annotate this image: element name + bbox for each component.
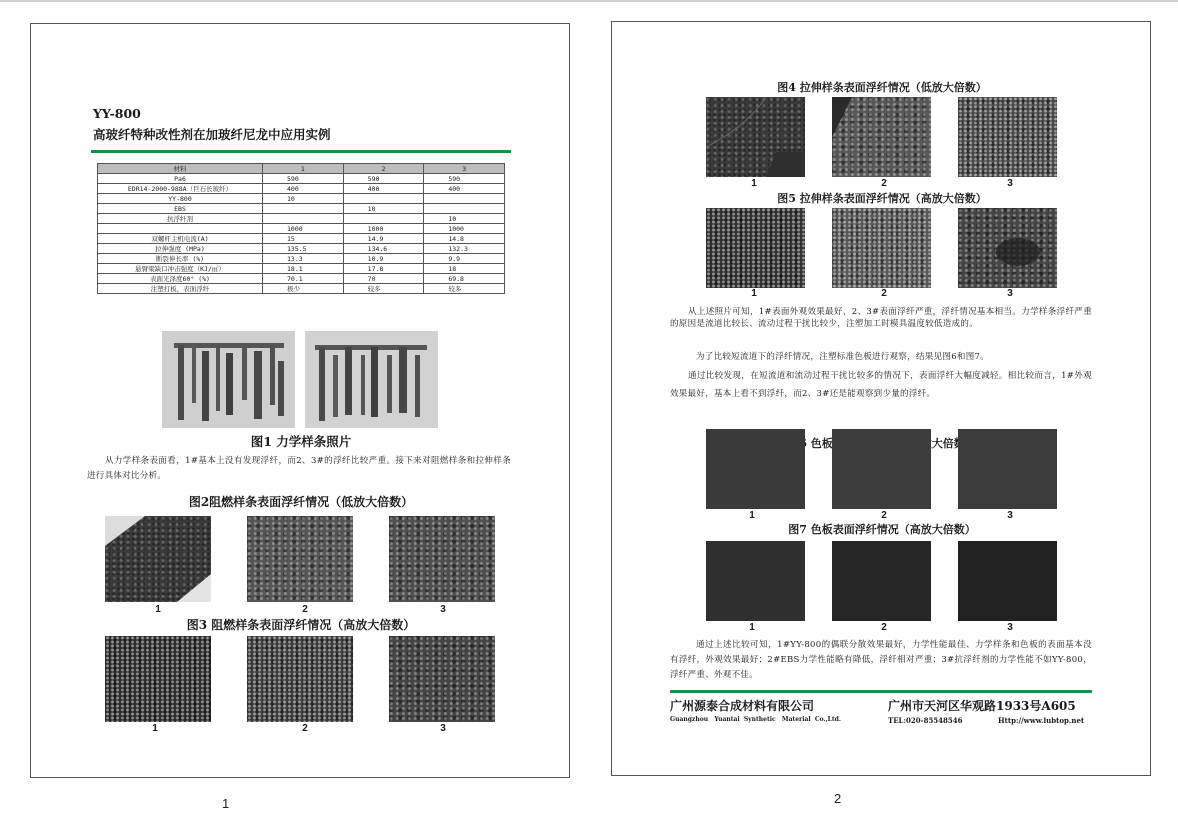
table-cell [343, 194, 424, 204]
fig2-caption: 图2阻燃样条表面浮纤情况（低放大倍数） [188, 495, 414, 509]
table-row-label: 拉伸强度 (MPa) [98, 244, 263, 254]
paragraph-1: 从上述照片可知，1#表面外观效果最好，2、3#表面浮纤严重，浮纤情况基本相当。力学样条浮纤严重的原因是流道比较长、流动过程干扰比较少，注塑加工时模具温度较低造成的。 [670, 307, 1092, 329]
page-number-2: 2 [834, 791, 842, 806]
table-cell: 135.5 [263, 244, 344, 254]
table-cell [263, 214, 344, 224]
table-cell: 10 [424, 214, 505, 224]
table-cell: 400 [263, 184, 344, 194]
company-address: 广州市天河区华观路1933号A605 [888, 699, 1076, 713]
table-row-label: 断裂伸长率 (%) [98, 254, 263, 264]
fig6-photo-2 [832, 429, 931, 509]
fig3-label-2: 2 [302, 723, 308, 734]
fig4-photo-1 [706, 97, 805, 177]
table-row [98, 274, 505, 284]
fig3-photo-1 [105, 636, 211, 722]
fig6-photo-1 [706, 429, 805, 509]
fig4-photo-3 [958, 97, 1057, 177]
table-cell: 10 [263, 194, 344, 204]
table-cell: 13.3 [263, 254, 344, 264]
table-row-label: Pa6 [98, 174, 263, 184]
fig3-caption: 图3 阻燃样条表面浮纤情况（高放大倍数） [186, 618, 416, 632]
fig3-label-1: 1 [152, 723, 158, 734]
table-cell [424, 204, 505, 214]
company-name-cn: 广州源泰合成材料有限公司 [670, 699, 815, 713]
fig7-label-3: 3 [1007, 622, 1013, 633]
table-cell: 590 [343, 174, 424, 184]
mechanical-sample-photo-right [305, 331, 438, 428]
table-cell: 18.1 [263, 264, 344, 274]
table-cell: 较多 [343, 284, 424, 294]
fig7-label-2: 2 [881, 622, 887, 633]
table-cell: 10.9 [343, 254, 424, 264]
table-cell: 70.1 [263, 274, 344, 284]
fig3-photo-2 [247, 636, 353, 722]
table-row [98, 214, 505, 224]
fig4-label-1: 1 [751, 178, 757, 189]
table-row [98, 284, 505, 294]
paragraph-1: 从力学样条表面看，1#基本上没有发现浮纤，而2、3#的浮纤比较严重。接下来对阻燃样条和拉伸样条进行具体对比分析。 [87, 456, 511, 481]
fig7-photo-1 [706, 541, 805, 621]
table-row [98, 204, 505, 214]
fig2-label-3: 3 [440, 604, 446, 615]
table-header-cell: 2 [343, 164, 424, 174]
fig6-label-3: 3 [1007, 510, 1013, 521]
table-row [98, 194, 505, 204]
table-row [98, 234, 505, 244]
table-row-label: EDR14-2000-988A（巨石长玻纤） [98, 184, 263, 194]
table-cell: 14.9 [343, 234, 424, 244]
page-title: 高玻纤特种改性剂在加玻纤尼龙中应用实例 [93, 127, 331, 142]
fig5-label-3: 3 [1007, 288, 1013, 299]
table-row-label [98, 224, 263, 234]
table-row-label: 抗浮纤剂 [98, 214, 263, 224]
table-row [98, 244, 505, 254]
fig2-photo-3 [389, 516, 495, 602]
title-underline [91, 150, 511, 153]
fig7-photo-3 [958, 541, 1057, 621]
page-number-1: 1 [222, 796, 230, 811]
table-cell [343, 214, 424, 224]
table-header-cell: 3 [424, 164, 505, 174]
table-cell: 69.8 [424, 274, 505, 284]
fig2-label-1: 1 [155, 604, 161, 615]
table-row-label: 注塑打板，表面浮纤 [98, 284, 263, 294]
spec-table [97, 163, 505, 294]
table-cell: 15 [263, 234, 344, 244]
table-row [98, 254, 505, 264]
table-row [98, 264, 505, 274]
table-row-label: 双螺杆主机电流(A) [98, 234, 263, 244]
mechanical-sample-photo-left [162, 331, 295, 428]
table-cell: 590 [424, 174, 505, 184]
fig2-photo-2 [247, 516, 353, 602]
table-row-label: 悬臂梁缺口冲击强度（KJ/㎡） [98, 264, 263, 274]
company-website: Http://www.lubtop.net [998, 716, 1085, 725]
table-cell: 14.8 [424, 234, 505, 244]
document-page-1 [30, 23, 570, 778]
fig7-photo-2 [832, 541, 931, 621]
fig4-caption: 图4 拉伸样条表面浮纤情况（低放大倍数） [777, 81, 987, 94]
table-cell: 9.9 [424, 254, 505, 264]
paragraph-3: 通过比较发现，在短流道和流动过程干扰比较多的情况下，表面浮纤大幅度减轻。相比较而言，1#外观效果最好，基本上看不到浮纤，而2、3#还是能观察到少量的浮纤。 [670, 371, 1092, 399]
fig6-label-1: 1 [749, 510, 755, 521]
table-cell: 1000 [424, 224, 505, 234]
fig6-label-2: 2 [881, 510, 887, 521]
fig3-label-3: 3 [440, 723, 446, 734]
fig4-label-2: 2 [881, 178, 887, 189]
fig5-photo-3 [958, 208, 1057, 288]
table-cell [424, 194, 505, 204]
fig2-photo-1 [105, 516, 211, 602]
table-cell: 10 [343, 204, 424, 214]
fig3-photo-3 [389, 636, 495, 722]
fig5-caption: 图5 拉伸样条表面浮纤情况（高放大倍数） [777, 192, 987, 205]
fig4-label-3: 3 [1007, 178, 1013, 189]
fig4-photo-2 [832, 97, 931, 177]
table-header-cell: 材料 [98, 164, 263, 174]
table-row [98, 224, 505, 234]
table-cell: 极少 [263, 284, 344, 294]
table-cell: 1000 [343, 224, 424, 234]
table-cell: 400 [343, 184, 424, 194]
table-cell: 132.3 [424, 244, 505, 254]
fig2-label-2: 2 [302, 604, 308, 615]
table-cell: 590 [263, 174, 344, 184]
table-cell: 134.6 [343, 244, 424, 254]
paragraph-2: 为了比较短流道下的浮纤情况，注塑标准色板进行观察，结果见图6和图7。 [696, 352, 990, 362]
table-cell [263, 204, 344, 214]
viewer-top-border [0, 0, 1178, 2]
table-row-label: 表面光泽度60° (%) [98, 274, 263, 284]
table-cell: 17.8 [343, 264, 424, 274]
paragraph-4: 通过上述比较可知，1#YY-800的偶联分散效果最好，力学性能最佳、力学样条和色板的表面基本没有浮纤，外观效果最好；2#EBS力学性能略有降低，浮纤相对严重；3#抗浮纤剂的力学性能不如YY-800，浮纤严重、外观不佳。 [670, 640, 1092, 680]
document-page-2 [611, 21, 1151, 776]
fig5-label-1: 1 [751, 288, 757, 299]
table-header-row [98, 164, 505, 174]
table-cell: 400 [424, 184, 505, 194]
table-header-cell: 1 [263, 164, 344, 174]
fig1-caption: 图1 力学样条照片 [250, 434, 352, 449]
footer-rule [670, 690, 1092, 693]
table-row-label: EBS [98, 204, 263, 214]
fig6-photo-3 [958, 429, 1057, 509]
company-name-en: Guangzhou Yuantai Synthetic Material Co.,Ltd. [670, 716, 841, 723]
fig5-photo-1 [706, 208, 805, 288]
fig5-photo-2 [832, 208, 931, 288]
table-cell: 70 [343, 274, 424, 284]
table-row [98, 174, 505, 184]
table-cell: 1000 [263, 224, 344, 234]
table-row-label: YY-800 [98, 194, 263, 204]
fig7-label-1: 1 [749, 622, 755, 633]
fig5-label-2: 2 [881, 288, 887, 299]
company-phone: TEL:020-85548546 [888, 716, 963, 725]
table-row [98, 184, 505, 194]
brand-name: YY-800 [93, 106, 141, 121]
table-cell: 18 [424, 264, 505, 274]
fig7-caption: 图7 色板表面浮纤情况（高放大倍数） [788, 523, 976, 536]
table-cell: 较多 [424, 284, 505, 294]
